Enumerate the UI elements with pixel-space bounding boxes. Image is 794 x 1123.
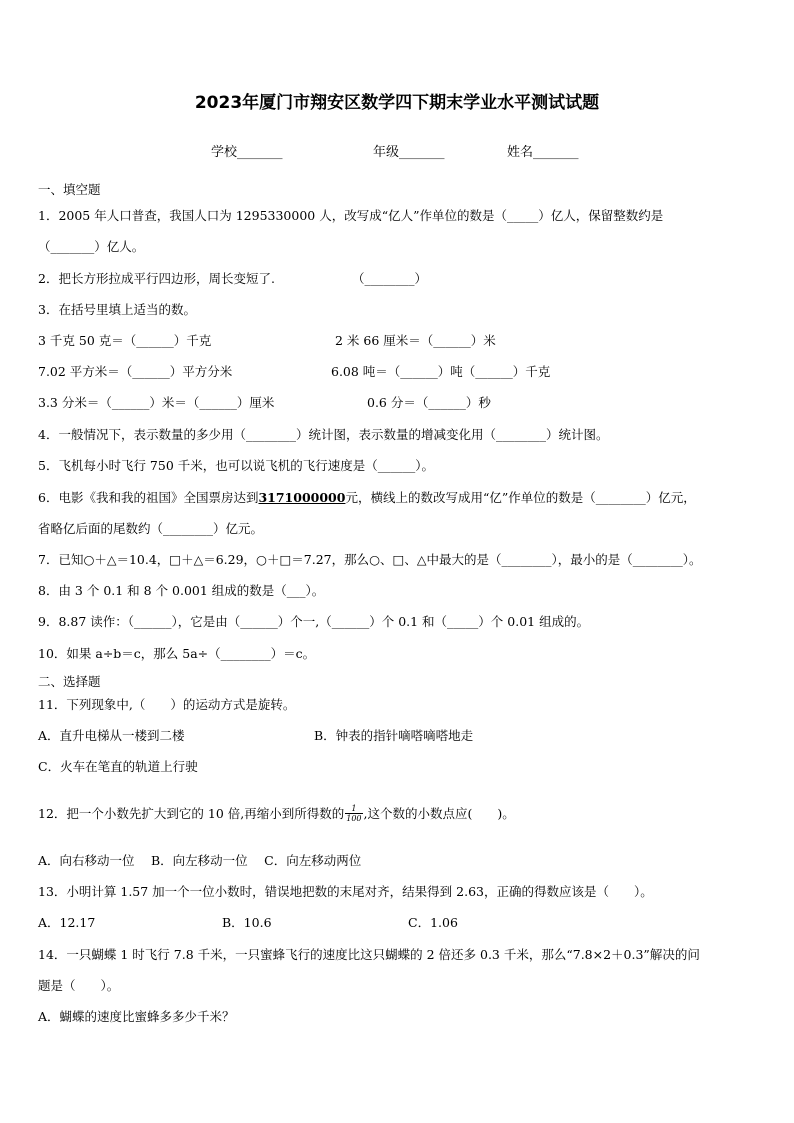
question-11-option-a: A．直升电梯从一楼到二楼: [38, 728, 185, 743]
section-choice-heading: 二、选择题: [38, 674, 101, 689]
question-12: [38, 805, 515, 824]
question-14-line-2: 题是（ ）。: [38, 978, 120, 993]
question-5: 5．飞机每小时飞行 750 千米，也可以说飞机的飞行速度是（______）。: [38, 458, 435, 473]
question-3-row-3-right: 0.6 分＝（______）秒: [367, 395, 491, 410]
question-12-options: A．向右移动一位 B．向左移动一位 C．向左移动两位: [38, 853, 362, 868]
question-13-option-b: B．10.6: [222, 915, 272, 930]
fraction-numerator: 1: [345, 804, 362, 814]
question-11-option-b: B．钟表的指针嘀嗒嘀嗒地走: [314, 728, 474, 743]
question-3-row-2-left: 7.02 平方米＝（______）平方分米: [38, 364, 233, 379]
question-4: 4．一般情况下，表示数量的多少用（________）统计图，表示数量的增减变化用（________）统计图。: [38, 427, 609, 442]
question-13-option-a: A．12.17: [38, 915, 96, 930]
question-1-line-1: 1．2005 年人口普查，我国人口为 1295330000 人，改写成“亿人”作单位的数是（_____）亿人，保留整数约是: [38, 208, 664, 223]
question-6-line-2: 省略亿后面的尾数约（________）亿元。: [38, 521, 264, 536]
question-10: 10．如果 a÷b＝c，那么 5a÷（________）＝c。: [38, 646, 316, 661]
question-6-suffix: 元，横线上的数改写成用“亿”作单位的数是（________）亿元，: [345, 490, 696, 505]
question-9: 9．8.87 读作：（______），它是由（______）个一,（______）个 0.1 和（_____）个 0.01 组成的。: [38, 614, 590, 629]
question-1-line-2: （_______）亿人。: [38, 239, 145, 254]
question-8: 8．由 3 个 0.1 和 8 个 0.001 组成的数是（___）。: [38, 583, 325, 598]
question-3-row-1-left: 3 千克 50 克＝（______）千克: [38, 333, 212, 348]
question-14-option-a: A．蝴蝶的速度比蜜蜂多多少千米？: [38, 1009, 235, 1024]
question-14-line-1: 14．一只蝴蝶 1 时飞行 7.8 千米，一只蜜蜂飞行的速度比这只蝴蝶的 2 倍还多 0.3 千米，那么“7.8×2＋0.3”解决的问: [38, 947, 700, 962]
question-3: 3．在括号里填上适当的数。: [38, 302, 196, 317]
question-3-row-2-right: 6.08 吨＝（______）吨（______）千克: [331, 364, 551, 379]
name-field: 姓名_______: [507, 145, 579, 160]
question-6-line-1: [38, 489, 696, 507]
question-12-prefix: 12．把一个小数先扩大到它的 10 倍,再缩小到所得数的: [38, 806, 345, 821]
question-2-blank: （________）: [352, 271, 428, 286]
question-3-row-1-right: 2 米 66 厘米＝（______）米: [335, 333, 496, 348]
question-7: 7．已知○＋△＝10.4，□＋△＝6.29，○＋□＝7.27，那么○、□、△中最大的是（________），最小的是（________）。: [38, 552, 702, 567]
page-title: 2023年厦门市翔安区数学四下期末学业水平测试试题: [194, 93, 600, 113]
question-6-number: 3171000000: [258, 490, 346, 505]
section-fill-heading: 一、填空题: [38, 182, 101, 197]
question-2: 2．把长方形拉成平行四边形，周长变短了.: [38, 271, 275, 286]
question-6-prefix: 6．电影《我和我的祖国》全国票房达到: [38, 490, 259, 505]
fraction-denominator: 100: [346, 814, 362, 823]
question-11: 11．下列现象中,（ ）的运动方式是旋转。: [38, 697, 296, 712]
question-13: 13．小明计算 1.57 加一个一位小数时，错误地把数的末尾对齐，结果得到 2.63，正确的得数应该是（ ）。: [38, 884, 653, 899]
question-12-suffix: ,这个数的小数点应( )。: [363, 806, 515, 821]
grade-field: 年级_______: [373, 145, 445, 160]
fraction-one-hundredth: [345, 804, 362, 823]
school-field: 学校_______: [211, 145, 283, 160]
question-11-option-c: C．火车在笔直的轨道上行驶: [38, 759, 198, 774]
question-3-row-3-left: 3.3 分米＝（______）米＝（______）厘米: [38, 395, 275, 410]
question-13-option-c: C．1.06: [408, 915, 458, 930]
